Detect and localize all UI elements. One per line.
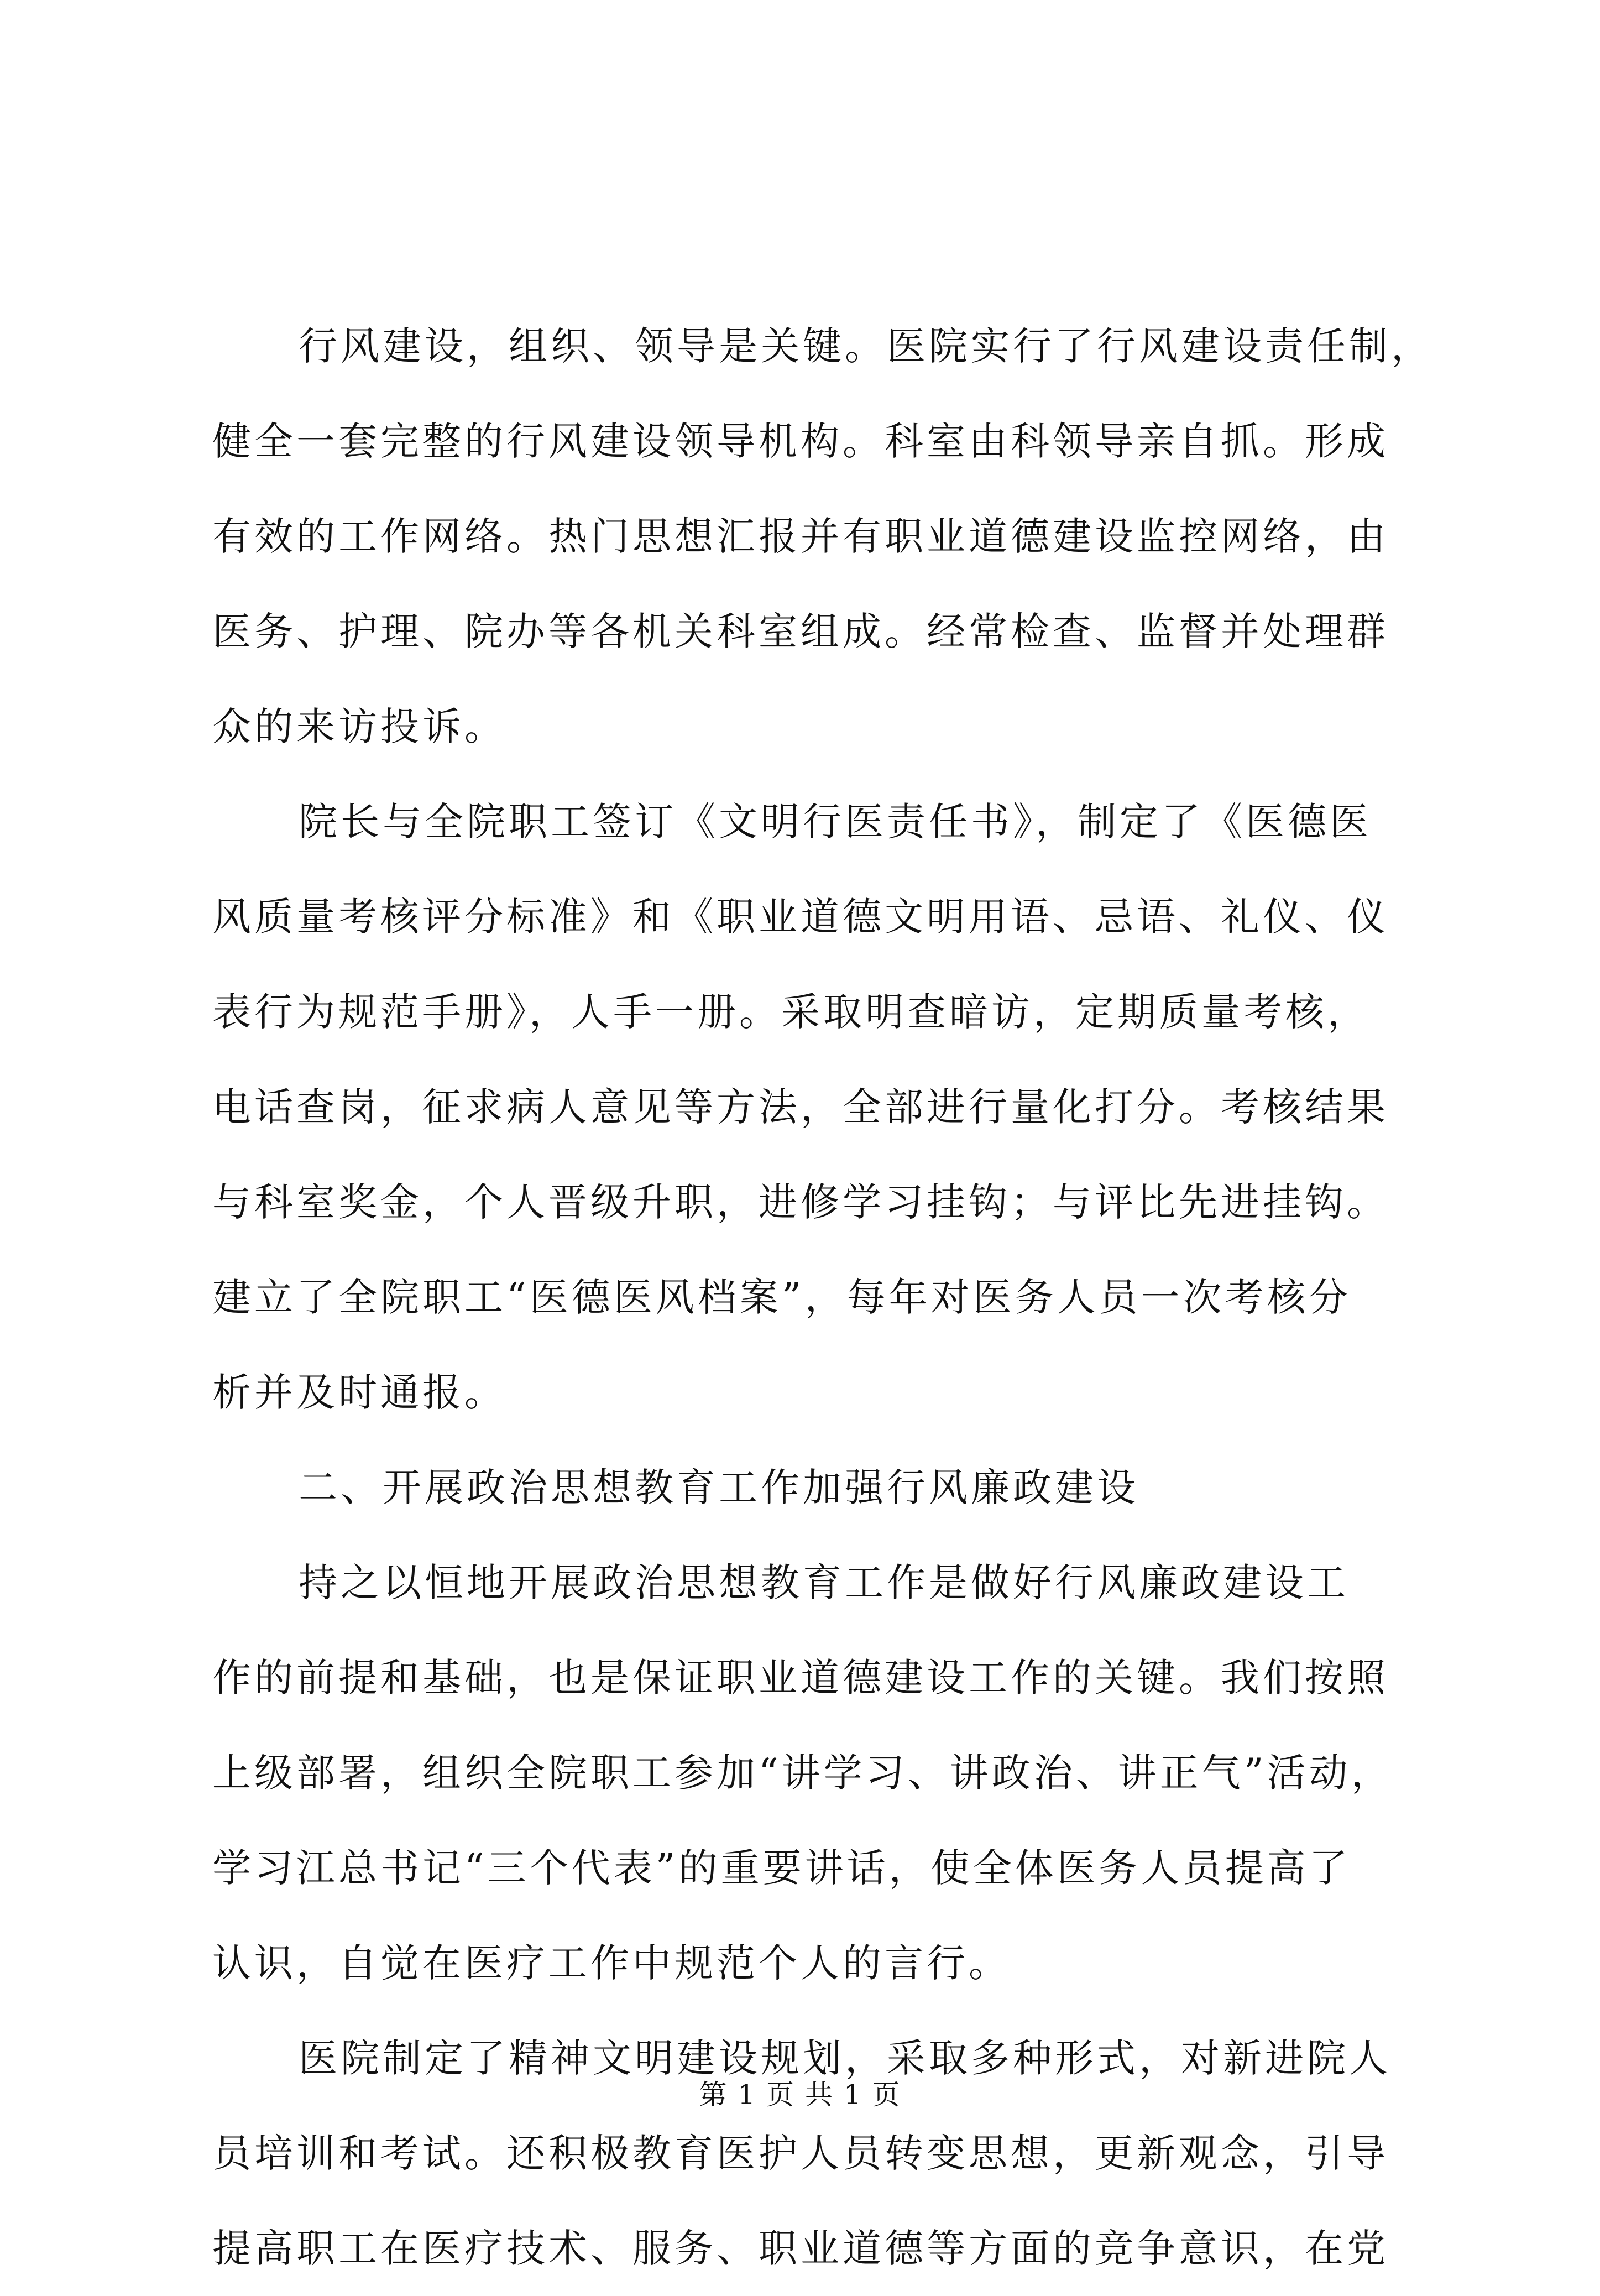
paragraph-1-line-5: 众的来访投诉。 [212,704,506,749]
paragraph-2-line-1: 院长与全院职工签订《文明行医责任书》，制定了《医德医 [299,799,1372,844]
paragraph-4-line-2: 员培训和考试。还积极教育医护人员转变思想，更新观念，引导 [212,2131,1389,2176]
paragraph-2-line-7: 析并及时通报。 [212,1370,506,1415]
paragraph-3-line-3: 上级部署，组织全院职工参加“讲学习、讲政治、讲正气”活动， [212,1750,1393,1796]
paragraph-1-line-3: 有效的工作网络。热门思想汇报并有职业道德建设监控网络，由 [212,514,1389,559]
paragraph-2-line-2: 风质量考核评分标准》和《职业道德文明用语、忌语、礼仪、仪 [212,894,1389,940]
paragraph-4-line-3: 提高职工在医疗技术、服务、职业道德等方面的竞争意识，在党 [212,2226,1389,2271]
paragraph-3-line-5: 认识，自觉在医疗工作中规范个人的言行。 [212,1940,1011,1986]
paragraph-2-line-4: 电话查岗，征求病人意见等方法，全部进行量化打分。考核结果 [212,1084,1389,1130]
page-number-footer: 第 1 页 共 1 页 [699,2079,901,2111]
document-body [212,299,1433,2296]
paragraph-4-line-1: 医院制定了精神文明建设规划，采取多种形式，对新进院人 [299,2036,1391,2081]
paragraph-1-line-2: 健全一套完整的行风建设领导机构。科室由科领导亲自抓。形成 [212,419,1389,464]
paragraph-2-line-5: 与科室奖金，个人晋级升职，进修学习挂钩；与评比先进挂钩。 [212,1180,1389,1225]
paragraph-2-line-3: 表行为规范手册》，人手一册。采取明查暗访，定期质量考核， [212,989,1369,1035]
paragraph-2-line-6: 建立了全院职工“医德医风档案”，每年对医务人员一次考核分 [212,1275,1351,1320]
paragraph-1-line-4: 医务、护理、院办等各机关科室组成。经常检查、监督并处理群 [212,609,1389,654]
paragraph-3-line-2: 作的前提和基础，也是保证职业道德建设工作的关键。我们按照 [212,1655,1389,1700]
paragraph-3-line-1: 持之以恒地开展政治思想教育工作是做好行风廉政建设工 [299,1560,1349,1605]
paragraph-1-line-1: 行风建设，组织、领导是关键。医院实行了行风建设责任制， [299,323,1433,369]
paragraph-3-line-4: 学习江总书记“三个代表”的重要讲话，使全体医务人员提高了 [212,1845,1351,1891]
section-heading: 二、开展政治思想教育工作加强行风廉政建设 [299,1465,1139,1510]
